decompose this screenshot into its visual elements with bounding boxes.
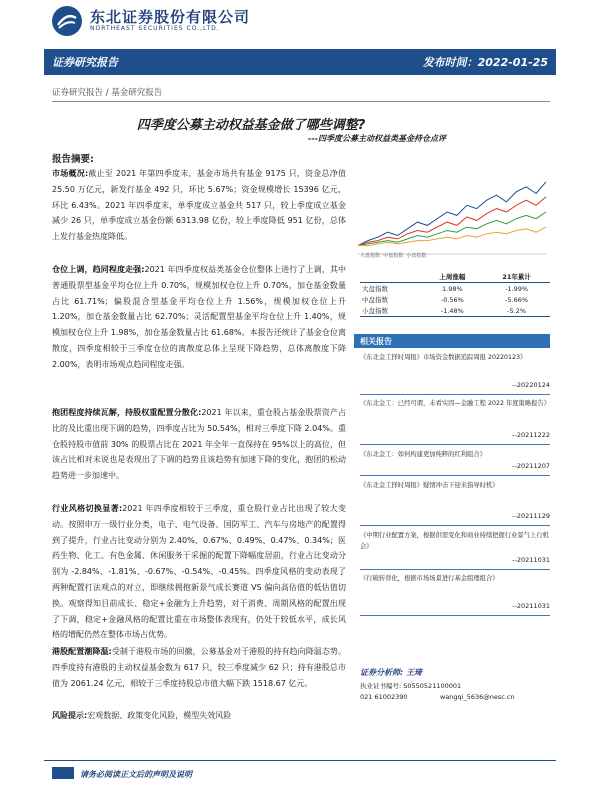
related-report-link[interactable]: 《东北金工择时周报》市场资金数据追踪周报 20220123》 bbox=[360, 354, 527, 361]
related-report-link[interactable]: 《行破转替化，根据市场场景进行基金组理组合》 bbox=[360, 575, 499, 582]
table-header-cell: 上周涨幅 bbox=[422, 271, 484, 283]
paragraph-text: 受制于港股市场的回撤，公募基金对于港股的持有趋向降温态势。四季度持有港股的主动权益基金数为 617 只，较三季度减少 62 只；持有港股总市值为 2061.24 亿元，相较于三季度持股总市值大幅下跌 1518.67 亿元。 bbox=[52, 647, 346, 688]
company-logo-icon bbox=[52, 6, 82, 36]
related-divider bbox=[360, 444, 550, 445]
related-report-date: --20220124 bbox=[512, 381, 550, 389]
chart-series-line bbox=[358, 212, 546, 246]
paragraph-hk-stocks bbox=[52, 644, 346, 691]
paragraph-lead: 行业风格切换显著: bbox=[52, 504, 123, 513]
table-header-cell bbox=[360, 271, 422, 283]
summary-label: 报告摘要: bbox=[52, 154, 94, 165]
analyst-name: 证券分析师: 王琦 bbox=[360, 668, 422, 677]
related-divider bbox=[360, 615, 550, 616]
paragraph-text: 2021 年以来，重仓股占基金股票资产占比的及比重出现下调的趋势，四季度占比为 50.54%，相对三季度下降 2.04%。重仓股持股市值前 30% 的股票占比在 2021 年全年一直保持在 95%以上的高位，但该占比相对未说也是表现出了下调的趋势且该趋势有加速下降的变化，抱团的松动趋势进一步加速中。 bbox=[52, 408, 346, 481]
paragraph-text: 截止至 2021 年第四季度末，基金市场共有基金 9175 只，资金总净值 25.50 万亿元，新发行基金 492 只，环比 5.67%；资金规模增长 15396 亿元，环比 6.43%。2021 年四季度末，单季度成立基金共 517 只，较上季度成立基金减少 26 只，单季度成立基金份额 6313.98 亿份，较上季度降低 951 亿份，总体上发行基金热度降低。 bbox=[52, 169, 347, 242]
table-cell: -1.48% bbox=[422, 305, 484, 317]
paragraph-holding-dispersion bbox=[52, 405, 346, 484]
legend-item: 小盘指数 bbox=[406, 253, 427, 259]
paragraph-position bbox=[52, 262, 346, 373]
table-row bbox=[360, 283, 550, 295]
table-header-cell: 21年累计 bbox=[483, 271, 550, 283]
table-cell: 小盘指数 bbox=[360, 305, 422, 317]
analyst-email[interactable]: wangqi_5636@nesc.cn bbox=[440, 693, 515, 701]
table-cell: 1.98% bbox=[442, 284, 463, 293]
publish-time: 发布时间：2022-01-25 bbox=[422, 56, 548, 69]
footer-mark bbox=[52, 767, 74, 779]
breadcrumb-divider bbox=[52, 101, 550, 102]
related-report-date: --20211222 bbox=[512, 431, 550, 439]
table-cell: -5.66% bbox=[505, 295, 529, 304]
related-report-link[interactable]: 《东北金工：已经可谓，未看实因—金融工程 2022 年度策略报告》 bbox=[360, 400, 551, 407]
index-performance-chart bbox=[354, 166, 550, 266]
company-name-en: NORTHEAST SECURITIES CO.,LTD. bbox=[90, 25, 220, 32]
legend-item: 中盘指数 bbox=[383, 253, 404, 259]
legend-item: 大盘指数 bbox=[360, 253, 381, 259]
footer-divider bbox=[44, 760, 556, 761]
breadcrumb: 证券研究报告 / 基金研究报告 bbox=[52, 88, 163, 98]
related-report-date: --20211207 bbox=[512, 462, 550, 470]
paragraph-industry-style bbox=[52, 501, 346, 643]
related-report-date: --20211031 bbox=[512, 556, 550, 564]
table-row bbox=[360, 305, 550, 317]
related-report-date: --20211031 bbox=[512, 602, 550, 610]
table-cell: 中盘指数 bbox=[362, 296, 388, 304]
page-title: 四季度公募主动权益基金做了哪些调整? bbox=[136, 118, 366, 133]
performance-table bbox=[360, 271, 550, 317]
related-report-link[interactable]: 《东北金工：如何构建更加纯粹的红利组合》 bbox=[360, 451, 486, 458]
analyst-license: 执业证书编号: S0550521100001 bbox=[360, 682, 462, 690]
table-cell: 大盘指数 bbox=[362, 285, 388, 293]
related-reports-title: 相关报告 bbox=[360, 337, 392, 346]
related-divider bbox=[360, 475, 550, 476]
paragraph-lead: 市场概况: bbox=[52, 169, 89, 178]
analyst-phone: 021 61002390 bbox=[360, 693, 408, 701]
company-name-cn: 东北证券股份有限公司 bbox=[90, 8, 251, 26]
chart-series-line bbox=[358, 227, 546, 246]
paragraph-market-overview bbox=[52, 166, 346, 245]
footer-disclaimer: 请务必阅读正文后的声明及说明 bbox=[80, 770, 192, 779]
related-divider bbox=[360, 569, 550, 570]
related-report-date: --20211129 bbox=[512, 512, 550, 520]
related-report-link[interactable]: 《东北金工择时周报》疑情冲击下迎来指导时机》 bbox=[360, 482, 499, 489]
risk-warning bbox=[52, 708, 352, 723]
table-row bbox=[360, 294, 550, 305]
chart-series-line bbox=[358, 182, 546, 246]
report-type: 证券研究报告 bbox=[52, 56, 118, 69]
page-subtitle: ---四季度公募主动权益类基金持仓点评 bbox=[308, 134, 446, 143]
table-cell: -5.2% bbox=[483, 305, 550, 317]
paragraph-lead: 港股配置潮降温: bbox=[52, 647, 112, 656]
paragraph-text: 2021 年四季度权益类基金仓位整体上进行了上调，其中普通股票型基金平均仓位上升 0.70%，规模加权仓位上升 0.70%，加仓基金数量占比 61.71%；偏股混合型基金平均仓位上升 1.56%，规模加权仓位上升 1.20%，加仓基金数量占比 62.70%；灵活配置型基金平均仓位上升 1.40%，规模加权仓位上升 1.98%，加仓基金数量占比 61.68%。本报告还统计了基金仓位离散度，四季度相较于三季度仓位的离散度总体上呈现下降趋势，总体离散度下降 2.00%，表明市场观点趋同程度走强。 bbox=[52, 265, 346, 369]
risk-lead: 风险提示: bbox=[52, 711, 88, 720]
table-cell: -1.99% bbox=[505, 284, 529, 293]
table-cell: -0.56% bbox=[440, 295, 464, 304]
related-divider bbox=[360, 394, 550, 395]
related-reports-header bbox=[354, 334, 550, 348]
table-header-row bbox=[360, 271, 550, 283]
related-divider bbox=[360, 525, 550, 526]
paragraph-lead: 抱团程度持续瓦解，持股权重配置分散化: bbox=[52, 408, 202, 417]
paragraph-text: 2021 年四季度相较于三季度，重仓股行业占比出现了较大变动。按照申万一级行业分类，电子、电气设备、国防军工、汽车与房地产的配置得到了提升，行业占比变动分别为 2.40%、0.67%、0.49%、0.47%、0.34%；医药生物、化工、有色金属、休闲服务于采掘的配置下降幅度居前，行业占比变动分别为 -2.84%、-1.81%、-0.67%、-0.54%、-0.45%。四季度风格的变动表现了两种配置打法观点的对立，即继续拥抱新景气成长赛道 VS 偏向高估值的低估值切换。观察得知目前成长、稳定+金融为上升趋势，对于消费、周期风格的配置出现了下调，稳定+金融风格的配置比重在市场整体表现有，仍处于较低水平，成长风格的增配仍然在整体市场占优势。 bbox=[52, 504, 346, 640]
risk-text: 宏观数据、政策变化风险，模型失效风险 bbox=[87, 711, 232, 720]
related-report-link[interactable]: 《中期行业配置方案，根据供需变化和商业持续把握行业景气上行机会》 bbox=[360, 532, 549, 550]
chart-legend bbox=[360, 252, 426, 259]
paragraph-lead: 仓位上调，趋同程度走强: bbox=[52, 265, 145, 274]
